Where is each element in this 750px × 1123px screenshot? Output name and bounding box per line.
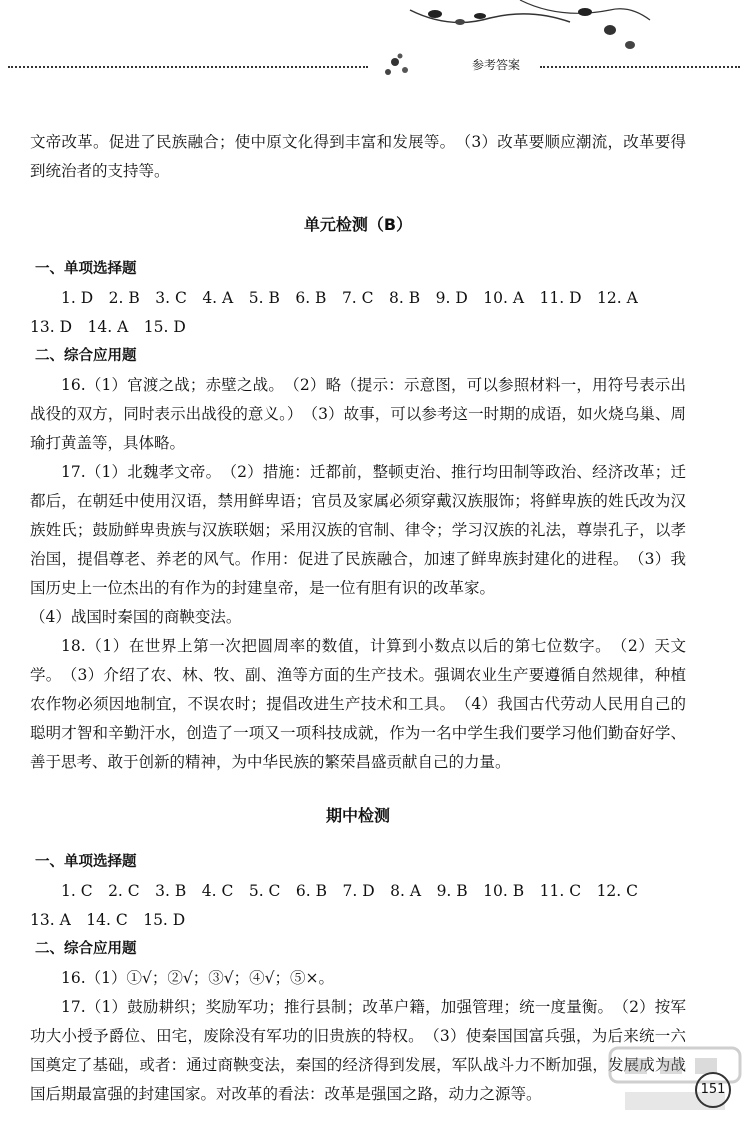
answer-line: 13. D 14. A 15. D — [30, 318, 186, 336]
question-17-answer: 17.（1）鼓励耕织；奖励军功；推行县制；改革户籍，加强管理；统一度量衡。 （2）按军功大小授予爵位、田宅，废除没有军功的旧贵族的特权。 （3）使秦国国富兵强，为后来统一六国奠定了基础，或者：通过商鞅变法，秦国的经济得到发展，军队战斗力不断加强，发展成为战国后期最富强的封建国家。对改革的看法：改革是强国之路，动力之源等。 — [30, 998, 686, 1103]
page-header — [0, 0, 750, 90]
question-17-answer: 17.（1）北魏孝文帝。 （2）措施：迁都前，整顿吏治、推行均田制等政治、经济改革；迁都后，在朝廷中使用汉语，禁用鲜卑语；官员及家属必须穿戴汉族服饰；将鲜卑族的姓氏改为汉族姓氏；鼓励鲜卑贵族与汉族联姻；采用汉族的官制、律令；学习汉族的礼法，尊崇孔子，以孝治国，提倡尊老、养老的风气。作用：促进了民族融合，加速了鲜卑族封建化的进程。 （3）我国历史上一位杰出的有作为的封建皇帝，是一位有胆有识的改革家。 — [30, 463, 686, 597]
page-content — [30, 128, 686, 1109]
part-title-comprehensive: 二、综合应用题 — [35, 348, 137, 364]
header-dotted-rule-left — [8, 66, 368, 68]
question-17-part4-answer: （4）战国时秦国的商鞅变法。 — [30, 608, 242, 626]
answer-line: 1. C 2. C 3. B 4. C 5. C 6. B 7. D 8. A 9. B 10. B 11. C 12. C — [61, 882, 639, 900]
intro-paragraph: 文帝改革。促进了民族融合；使中原文化得到丰富和发展等。 （3）改革要顺应潮流，改革要得到统治者的支持等。 — [30, 133, 686, 180]
section-title-unit-test-b: 单元检测（B） — [303, 215, 413, 234]
question-16-answer: 16.（1）官渡之战；赤壁之战。 （2）略（提示：示意图，可以参照材料一，用符号表示出战役的双方，同时表示出战役的意义。） （3）故事，可以参考这一时期的成语，如火烧乌巢、周瑜打黄盖等，具体略。 — [30, 376, 686, 452]
part-title-single-choice: 一、单项选择题 — [35, 261, 137, 277]
question-18-answer: 18.（1）在世界上第一次把圆周率的数值，计算到小数点以后的第七位数字。 （2）天文学。 （3）介绍了农、林、牧、副、渔等方面的生产技术。强调农业生产要遵循自然规律，种植农作物必须因地制宜，不误农时；提倡改进生产技术和工具。 （4）我国古代劳动人民用自己的聪明才智和辛勤汗水，创造了一项又一项科技成就，作为一名中学生我们要学习他们勤奋好学、善于思考、敢于创新的精神，为中华民族的繁荣昌盛贡献自己的力量。 — [30, 637, 686, 771]
section-title-midterm: 期中检测 — [325, 806, 390, 825]
question-16-answer: 16.（1）①√；②√；③√；④√；⑤×。 — [61, 969, 335, 987]
answer-line: 13. A 14. C 15. D — [30, 911, 186, 929]
part-title-single-choice: 一、单项选择题 — [35, 854, 137, 870]
answer-line: 1. D 2. B 3. C 4. A 5. B 6. B 7. C 8. B 9. D 10. A 11. D 12. A — [61, 289, 638, 307]
header-dotted-rule-right — [540, 66, 740, 68]
header-title: 参考答案 — [472, 58, 521, 72]
page-number: 151 — [695, 1072, 731, 1108]
part-title-comprehensive: 二、综合应用题 — [35, 941, 137, 957]
